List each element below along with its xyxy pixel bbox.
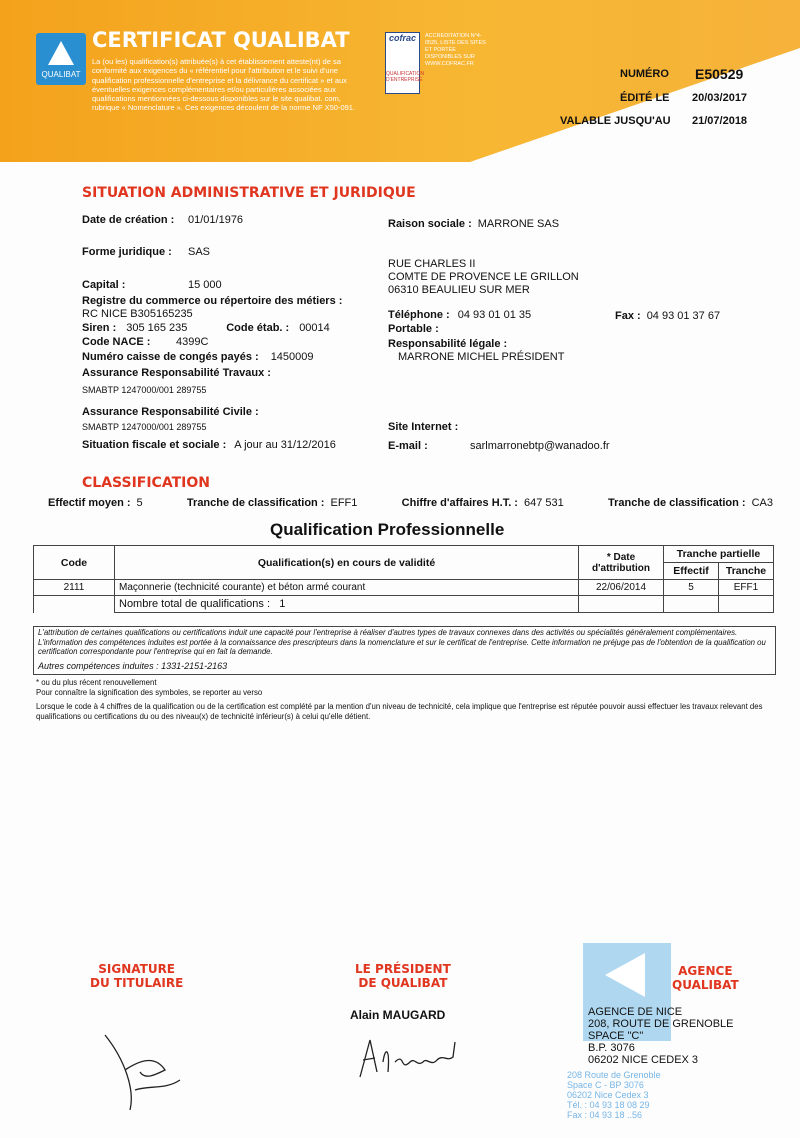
qualification-title: Qualification Professionnelle xyxy=(270,520,505,539)
col-code: Code xyxy=(34,546,115,580)
label: Responsabilité légale : xyxy=(388,338,508,350)
raison-sociale: MARRONE SAS xyxy=(477,218,560,230)
intro-text: La (ou les) qualification(s) attribuée(s) à cet établissement atteste(nt) de sa conformité aux exigences du « référentiel pour l'attribution et le suivi d'une qualification professionnelle d'entreprise et la délivrance du certificat » et aux éventuelles exigences complémentaires et/ou particulières associées aux qualifications mentionnées ci-dessous disponibles sur le site qualibat. com, rubrique « Nomenclature ». Ces exigences découlent de la norme NF X50-091. xyxy=(92,57,356,113)
label: Code étab. : xyxy=(226,322,290,334)
label: Fax : xyxy=(615,310,641,322)
tranche-ca: CA3 xyxy=(751,497,773,509)
effectif: 5 xyxy=(136,497,143,509)
fax: 04 93 01 37 67 xyxy=(646,310,721,322)
edite-value: 20/03/2017 xyxy=(692,92,748,104)
section-title-classification: CLASSIFICATION xyxy=(82,475,210,491)
assurance-civile: SMABTP 1247000/001 289755 xyxy=(82,422,207,432)
siren-row xyxy=(82,322,330,334)
label: Forme juridique : xyxy=(82,246,172,258)
label: Tranche de classification : xyxy=(608,497,746,509)
certificate-title: CERTIFICAT QUALIBAT xyxy=(92,28,350,52)
address-line: 06310 BEAULIEU SUR MER xyxy=(388,284,530,296)
valable-label: VALABLE JUSQU'AU xyxy=(560,115,671,127)
label: Chiffre d'affaires H.T. : xyxy=(401,497,518,509)
president-label: LE PRÉSIDENT DE QUALIBAT xyxy=(355,962,451,990)
col-tranche-partielle: Tranche partielle xyxy=(664,546,774,563)
col-effectif: Effectif xyxy=(664,563,719,580)
label: Situation fiscale et sociale : xyxy=(82,439,227,451)
email-row xyxy=(388,440,610,452)
qualification-table xyxy=(33,545,774,613)
label: Site Internet : xyxy=(388,421,459,433)
capital-row xyxy=(82,279,222,291)
valable-value: 21/07/2018 xyxy=(692,115,748,127)
president-signature xyxy=(355,1032,465,1082)
address-line: COMTE DE PROVENCE LE GRILLON xyxy=(388,271,579,283)
total-row: Nombre total de qualifications : 1 xyxy=(34,596,774,613)
col-qualification: Qualification(s) en cours de validité xyxy=(115,546,579,580)
code-nace: 4399C xyxy=(176,336,209,348)
code-etab: 00014 xyxy=(299,322,330,334)
label: E-mail : xyxy=(388,440,428,452)
stamp-text: 208 Route de Grenoble Space C - BP 3076 06202 Nice Cedex 3 Tél. : 04 93 18 08 29 Fax : 04 93 18 ..56 xyxy=(567,1070,661,1120)
qualibat-logo: QUALIBAT xyxy=(36,33,86,85)
date-creation-row xyxy=(82,214,243,226)
signature-titulaire-label: SIGNATURE DU TITULAIRE xyxy=(90,962,184,990)
fax-row xyxy=(615,310,720,322)
date-creation: 01/01/1976 xyxy=(188,214,244,226)
tel-row xyxy=(388,309,531,321)
edite-label: ÉDITÉ LE xyxy=(620,92,670,104)
notes-section xyxy=(33,626,776,722)
label: Capital : xyxy=(82,279,126,291)
president-name: Alain MAUGARD xyxy=(350,1008,446,1022)
cofrac-logo: cofrac QUALIFICATION D'ENTREPRISE xyxy=(385,32,420,94)
siren: 305 165 235 xyxy=(126,322,188,334)
label: Tranche de classification : xyxy=(186,497,325,509)
chiffre-affaires: 647 531 xyxy=(523,497,564,509)
accreditation-text: ACCREDITATION N°4-0525, LISTE DES SITES ET PORTÉE DISPONIBLES SUR WWW.COFRAC.FR xyxy=(425,33,486,67)
caisse-row xyxy=(82,351,314,363)
email: sarlmarronebtp@wanadoo.fr xyxy=(470,440,610,452)
fiscale-row xyxy=(82,439,336,451)
raison-row xyxy=(388,218,559,230)
classification-row xyxy=(48,497,773,509)
forme-juridique: SAS xyxy=(188,246,211,258)
agence-label: AGENCE QUALIBAT xyxy=(672,964,739,992)
label: Effectif moyen : xyxy=(48,497,131,509)
situation-fiscale: A jour au 31/12/2016 xyxy=(234,439,336,451)
telephone: 04 93 01 01 35 xyxy=(457,309,532,321)
responsable: MARRONE MICHEL PRÉSIDENT xyxy=(398,351,565,363)
footnote: Pour connaître la signification des symboles, se reporter au verso xyxy=(36,688,263,697)
numero-label: NUMÉRO xyxy=(620,68,669,80)
section-title-situation: SITUATION ADMINISTRATIVE ET JURIDIQUE xyxy=(82,185,416,201)
agence-address: AGENCE DE NICE 208, ROUTE DE GRENOBLE SPACE "C" B.P. 3076 06202 NICE CEDEX 3 xyxy=(588,1006,734,1066)
nace-row xyxy=(82,336,208,348)
tranche-effectif: EFF1 xyxy=(330,497,358,509)
competences-note: L'attribution de certaines qualifications ou certifications induit une capacité pour l'entreprise à réaliser d'autres types de travaux connexes dans des activités ou spécialités généralement complémentaires. L'information des compétences induites est portée à la connaissance des prescripteurs dans la nomenclature et sur le certificat de l'entreprise. Cette information ne préjuge pas de l'obtention de la qualification ou certification correspondante pour l'entreprise qui en fait la demande. Autres compétences induites : 1331-2151-2163 xyxy=(33,626,776,675)
label: Siren : xyxy=(82,322,117,334)
autres-competences: Autres compétences induites : 1331-2151-2163 xyxy=(38,660,228,671)
label: Date de création : xyxy=(82,214,175,226)
numero-value: E50529 xyxy=(695,66,744,82)
label: Portable : xyxy=(388,323,439,335)
footnote: Lorsque le code à 4 chiffres de la qualification ou de la certification est complété par la mention d'un niveau de technicité, cela implique que l'entreprise est réputée pouvoir aussi effectuer les travaux relevant des qualifications ou certifications du ou des niveau(x) de technicité inférieur(s) à celui qu'elle détient. xyxy=(36,702,763,721)
forme-row xyxy=(82,246,210,258)
label: Numéro caisse de congés payés : xyxy=(82,351,259,363)
col-date: * Date d'attribution xyxy=(579,546,664,580)
col-tranche: Tranche xyxy=(719,563,774,580)
label: Raison sociale : xyxy=(388,218,472,230)
table-row: 2111 Maçonnerie (technicité courante) et béton armé courant 22/06/2014 5 EFF1 xyxy=(34,580,774,596)
label: Code NACE : xyxy=(82,336,151,348)
address-line: RUE CHARLES II xyxy=(388,258,476,270)
assurance-travaux: SMABTP 1247000/001 289755 xyxy=(82,385,207,395)
footnote: * ou du plus récent renouvellement xyxy=(36,678,157,687)
label: Téléphone : xyxy=(388,309,450,321)
caisse: 1450009 xyxy=(270,351,314,363)
label: Assurance Responsabilité Civile : xyxy=(82,406,259,418)
label: Assurance Responsabilité Travaux : xyxy=(82,367,271,379)
capital: 15 000 xyxy=(188,279,222,291)
titulaire-signature xyxy=(95,1030,185,1115)
label: Registre du commerce ou répertoire des métiers : xyxy=(82,295,343,307)
registre: RC NICE B305165235 xyxy=(82,308,193,320)
